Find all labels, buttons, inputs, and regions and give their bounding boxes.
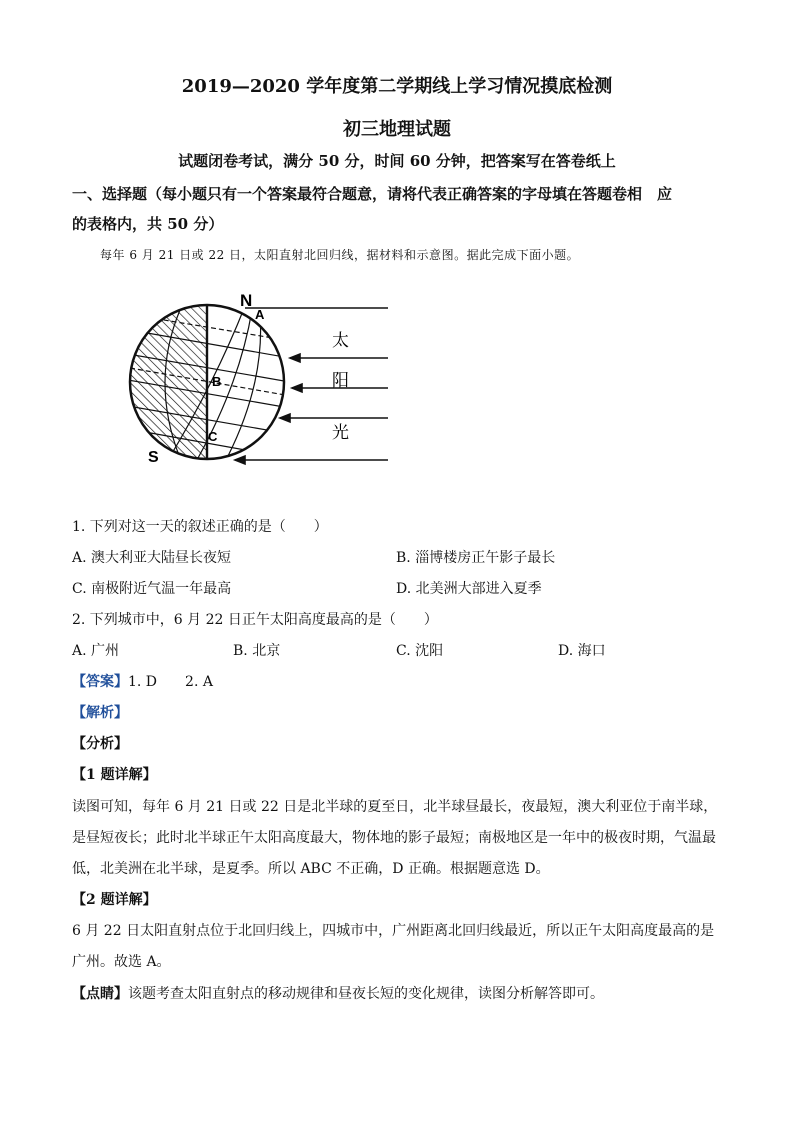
detail-1-line-1: 读图可知，每年 6 月 21 日或 22 日是北半球的夏至日，北半球昼最长，夜最短，澳大利亚位于南半球， (72, 799, 718, 815)
question-intro: 每年 6 月 21 日或 22 日，太阳直射北回归线，据材料和示意图。据此完成下面小题。 (100, 248, 580, 262)
question-2-option-a[interactable]: A. 广州 (72, 643, 120, 659)
sunlight-char-1: 太 (332, 331, 349, 351)
question-1-option-a[interactable]: A. 澳大利亚大陆昼长夜短 (72, 550, 232, 566)
question-1-option-d[interactable]: D. 北美洲大部进入夏季 (396, 581, 542, 597)
fenxi-tag: 【分析】 (72, 736, 128, 752)
analysis-tag: 【解析】 (72, 705, 128, 721)
question-2-option-d[interactable]: D. 海口 (558, 643, 606, 659)
point-a-label: A (255, 307, 265, 322)
section-heading-line1: 一、选择题（每小题只有一个答案最符合题意，请将代表正确答案的字母填在答题卷相 应 (72, 185, 673, 203)
comment-tag: 【点睛】 (72, 986, 128, 1002)
detail-2-line-1: 6 月 22 日太阳直射点位于北回归线上，四城市中，广州距离北回归线最近，所以正午太阳高度最高的是 (72, 923, 715, 939)
question-1-option-c[interactable]: C. 南极附近气温一年最高 (72, 581, 232, 597)
sunlight-char-3: 光 (332, 423, 349, 443)
earth-diagram-svg (120, 288, 390, 470)
sunlight-char-2: 阳 (332, 371, 349, 391)
question-2-option-c[interactable]: C. 沈阳 (396, 643, 444, 659)
answer-line (72, 671, 213, 691)
detail-1-line-3: 低，北美洲在北半球，是夏季。所以 ABC 不正确，D 正确。根据题意选 D。 (72, 861, 550, 877)
point-b-label: B (212, 374, 222, 389)
detail-2-tag: 【2 题详解】 (72, 892, 157, 908)
exam-title: 2019—2020 学年度第二学期线上学习情况摸底检测 (181, 76, 613, 97)
answer-tag: 【答案】 (72, 674, 128, 690)
exam-subtitle: 初三地理试题 (343, 119, 451, 140)
point-c-label: C (208, 429, 218, 444)
answer-text: 1. D 2. A (128, 674, 213, 690)
detail-1-line-2: 是昼短夜长；此时北半球正午太阳高度最大，物体地的影子最短；南极地区是一年中的极夜时期，气温最 (72, 830, 716, 846)
detail-1-tag: 【1 题详解】 (72, 767, 157, 783)
question-2-option-b[interactable]: B. 北京 (233, 643, 281, 659)
question-2-stem: 2. 下列城市中，6 月 22 日正午太阳高度最高的是（ ） (72, 612, 438, 628)
exam-instructions: 试题闭卷考试，满分 50 分，时间 60 分钟，把答案写在答卷纸上 (178, 152, 616, 170)
earth-sunlight-diagram (120, 288, 390, 470)
north-pole-label: N (240, 291, 253, 310)
south-pole-label: S (148, 449, 159, 466)
comment-text: 该题考查太阳直射点的移动规律和昼夜长短的变化规律，读图分析解答即可。 (128, 986, 604, 1002)
question-1-stem: 1. 下列对这一天的叙述正确的是（ ） (72, 519, 328, 535)
section-heading-line2: 的表格内，共 50 分） (72, 215, 224, 233)
comment-line (72, 983, 604, 1003)
detail-2-line-2: 广州。故选 A。 (72, 954, 171, 970)
question-1-option-b[interactable]: B. 淄博楼房正午影子最长 (396, 550, 556, 566)
